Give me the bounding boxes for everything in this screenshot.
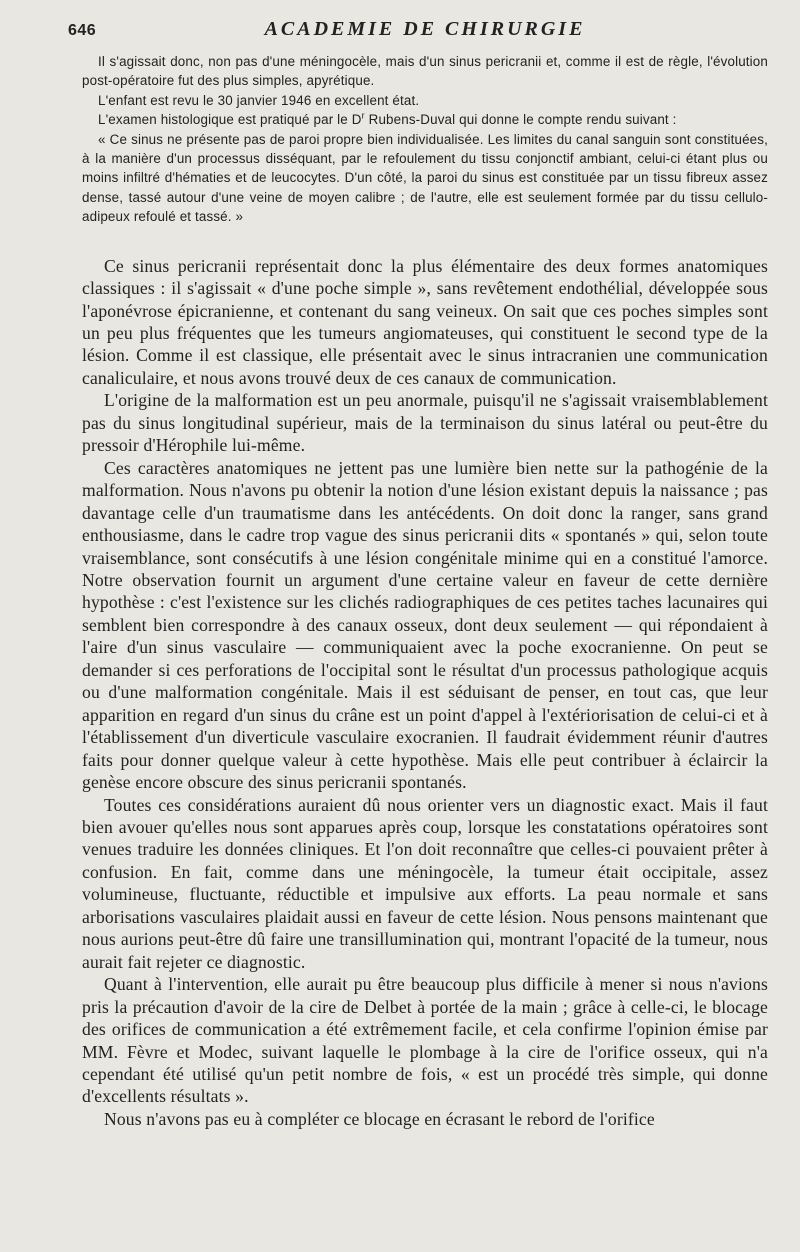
histology-text-end: Rubens-Duval qui donne le compte rendu suivant : [364,112,677,128]
discussion-block [82,255,768,1131]
body-paragraph: Ce sinus pericranii représentait donc la plus élémentaire des deux formes anatomiques classiques : il s'agissait « d'une poche simple », sans revêtement endothélial, développée sous l'aponévrose épicranienne, et contenant du sang veineux. On sait que ces poches simples sont un peu plus fréquentes que les tumeurs angiomateuses, qui constituent le second type de la lésion. Comme il est classique, elle présentait avec le sinus intracranien une communication canaliculaire, et nous avons trouvé deux de ces canaux de communication. [82,255,768,388]
body-paragraph: Nous n'avons pas eu à compléter ce blocage en écrasant le rebord de l'orifice [104,1108,655,1129]
page-header [68,14,768,44]
page-number: 646 [68,22,97,39]
running-title: ACADEMIE DE CHIRURGIE [264,18,586,40]
body-paragraph: Toutes ces considérations auraient dû nous orienter vers un diagnostic exact. Mais il faut bien avouer qu'elles nous sont apparues après coup, lorsque les constatations opératoires sont venues traduire les données cliniques. Et l'on doit reconnaître que celles-ci pouvaient prêter à confusion. En fait, comme dans une méningocèle, la tumeur était occipitale, assez volumineuse, fluctuante, réductible et impulsive aux efforts. La peau normale et sans arborisations vasculaires plaidait aussi en faveur de cette lésion. Nous pensons maintenant que nous aurions peut-être dû faire une transillumination qui, montrant l'opacité de la tumeur, nous aurait fait rejeter ce diagnostic. [82,794,768,972]
histology-paragraph [82,110,768,129]
doctor-superscript: r [361,110,365,121]
body-paragraph: Ces caractères anatomiques ne jettent pas une lumière bien nette sur la pathogénie de la malformation. Nous n'avons pu obtenir la notion d'une lésion existant depuis la naissance ; pas davantage celle d'un traumatisme dans les antécédents. On doit donc la ranger, sans grand enthousiasme, dans le cadre trop vague des sinus pericranii dits « spontanés » qui, selon toute vraisemblance, sont consécutifs à une lésion congénitale minime qui en a constitué l'amorce. Notre observation fournit un argument d'une certaine valeur en faveur de cette dernière hypothèse : c'est l'existence sur les clichés radiographiques de ces petites taches lacunaires qui semblent bien correspondre à des canaux osseux, dont deux seulement — qui répondaient à l'aire d'un sinus vasculaire — communiquaient avec la poche exocranienne. On peut se demander si ces perforations de l'occipital sont le résultat d'un processus pathologique acquis ou d'une malformation congénitale. Mais il est séduisant de penser, en tout cas, que leur apparition en regard d'un sinus du crâne est un point d'appel à l'extériorisation de celui-ci et à l'établissement d'un diverticule vasculaire exocranien. Il faudrait évidemment réunir d'autres faits pour donner quelque valeur à cette hypothèse. Mais elle peut contribuer à éclaircir la genèse encore obscure des sinus pericranii spontanés. [82,457,768,793]
small-paragraph: L'enfant est revu le 30 janvier 1946 en excellent état. [98,92,420,108]
small-paragraph-quote: « Ce sinus ne présente pas de paroi propre bien individualisée. Les limites du canal sanguin sont constituées, à la manière d'un processus disséquant, par le refoulement du tissu conjonctif ambiant, celui-ci étant plus ou moins infiltré d'hématies et de leucocytes. D'un côté, la paroi du sinus est constituée par un tissu fibreux assez dense, tassé autour d'une veine de moyen calibre ; de l'autre, elle est seulement formée par du tissu cellulo-adipeux refoulé et tassé. » [82,131,768,225]
body-paragraph: Quant à l'intervention, elle aurait pu être beaucoup plus difficile à mener si nous n'avions pris la précaution d'avoir de la cire de Delbet à portée de la main ; grâce à celle-ci, le blocage des orifices de communication a été extrêmement facile, et cela confirme l'opinion émise par MM. Fèvre et Modec, suivant laquelle le plombage à la cire de l'orifice osseux, qui n'a cependant été utilisé qu'un petit nombre de fois, « est un procédé très simple, qui donne d'excellents résultats ». [82,974,768,1107]
small-paragraph: Il s'agissait donc, non pas d'une méningocèle, mais d'un sinus pericranii et, comme il est de règle, l'évolution post-opératoire fut des plus simples, apyrétique. [82,54,768,89]
histology-text-start: L'examen histologique est pratiqué par le D [98,112,362,128]
case-report-block [82,52,768,227]
body-paragraph: L'origine de la malformation est un peu anormale, puisqu'il ne s'agissait vraisemblablement pas du sinus longitudinal supérieur, mais de la terminaison du sinus latéral ou peut-être du pressoir d'Hérophile lui-même. [82,390,768,456]
